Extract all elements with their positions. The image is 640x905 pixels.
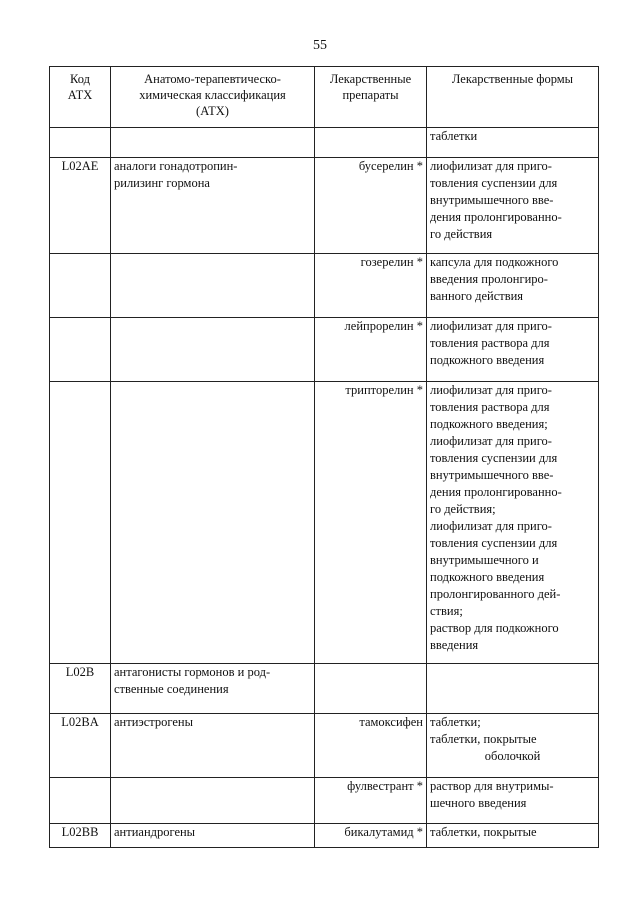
header-drugs-line: Лекарственные [329,72,412,86]
dosage-form-line: товления раствора для [430,400,550,414]
dosage-form-line: раствор для подкожного [430,621,559,635]
header-drugs [315,67,427,128]
dosage-form-line: внутримышечного вве- [430,193,554,207]
table-row [50,382,599,664]
dosage-form-line: таблетки [430,129,478,143]
atx-code-cell [50,254,111,318]
table-row [50,254,599,318]
classification-line: антагонисты гормонов и род- [114,665,271,679]
dosage-form-line: товления суспензии для [430,451,558,465]
dosage-form-line: внутримышечного и [430,553,539,567]
dosage-form-line: лиофилизат для приго- [430,434,552,448]
dosage-forms-cell [427,778,599,824]
table-body [50,128,599,848]
atx-code-cell: L02B [50,664,111,714]
table-row [50,158,599,254]
header-classification [111,67,315,128]
dosage-forms-cell [427,664,599,714]
classification-cell [111,128,315,158]
dosage-forms-cell [427,128,599,158]
classification-cell [111,158,315,254]
table-row [50,318,599,382]
dosage-form-line: внутримышечного вве- [430,468,554,482]
dosage-form-line: введения [430,638,479,652]
atx-drug-table [49,66,599,848]
dosage-form-line: капсула для подкожного [430,255,559,269]
atx-code-cell: L02BA [50,714,111,778]
dosage-form-line: таблетки; [430,715,481,729]
classification-cell [111,382,315,664]
header-classification-line: (АТХ) [196,104,229,118]
dosage-forms-cell [427,254,599,318]
table-row [50,664,599,714]
classification-cell [111,778,315,824]
classification-line: аналоги гонадотропин- [114,159,238,173]
dosage-form-line: ствия; [430,604,463,618]
classification-cell [111,254,315,318]
classification-line: антиэстрогены [114,715,194,729]
classification-line: рилизинг гормона [114,176,210,190]
table-row [50,778,599,824]
dosage-form-line: го действия; [430,502,496,516]
dosage-forms-cell [427,824,599,848]
dosage-forms-cell [427,714,599,778]
dosage-form-line: ванного действия [430,289,524,303]
header-code-line: АТХ [67,88,93,102]
header-code-line: Код [70,72,90,86]
classification-cell [111,664,315,714]
dosage-form-line: таблетки, покрытые [430,732,537,746]
classification-cell [111,824,315,848]
table-row [50,824,599,848]
dosage-form-line: подкожного введения; [430,417,548,431]
dosage-form-line: лиофилизат для приго- [430,159,552,173]
header-classification-line: Анатомо-терапевтическо- [144,72,281,86]
drug-cell: бусерелин * [315,158,427,254]
header-forms-line: Лекарственные формы [451,72,574,86]
drug-cell: лейпрорелин * [315,318,427,382]
dosage-form-line: оболочкой [484,749,541,763]
header-code [50,67,111,128]
atx-code-cell [50,128,111,158]
dosage-form-line: подкожного введения [430,353,545,367]
table-row [50,714,599,778]
dosage-form-line: дения пролонгированно- [430,210,562,224]
dosage-form-line: товления суспензии для [430,176,558,190]
drug-cell [315,128,427,158]
page-number: 55 [313,38,327,53]
dosage-form-line: таблетки, покрытые [430,825,537,839]
dosage-form-line: дения пролонгированно- [430,485,562,499]
table-header-row [50,67,599,128]
dosage-forms-cell [427,158,599,254]
drug-cell: трипторелин * [315,382,427,664]
atx-code-cell [50,382,111,664]
table-row [50,128,599,158]
atx-code-cell [50,318,111,382]
atx-code-cell: L02AE [50,158,111,254]
dosage-form-line: лиофилизат для приго- [430,319,552,333]
dosage-form-line: го действия [430,227,493,241]
header-forms [427,67,599,128]
dosage-form-line: лиофилизат для приго- [430,383,552,397]
header-classification-line: химическая классификация [139,88,286,102]
dosage-form-line: раствор для внутримы- [430,779,554,793]
classification-line: ственные соединения [114,682,229,696]
dosage-form-line: товления раствора для [430,336,550,350]
drug-cell: тамоксифен [315,714,427,778]
classification-line: антиандрогены [114,825,196,839]
dosage-form-line: пролонгированного дей- [430,587,561,601]
drug-cell: фулвестрант * [315,778,427,824]
header-drugs-line: препараты [342,88,399,102]
dosage-form-line: лиофилизат для приго- [430,519,552,533]
dosage-forms-cell [427,382,599,664]
dosage-forms-cell [427,318,599,382]
dosage-form-line: введения пролонгиро- [430,272,548,286]
atx-code-cell [50,778,111,824]
dosage-form-line: шечного введения [430,796,527,810]
atx-code-cell: L02BB [50,824,111,848]
drug-cell: бикалутамид * [315,824,427,848]
classification-cell [111,714,315,778]
dosage-form-line: подкожного введения [430,570,545,584]
drug-cell: гозерелин * [315,254,427,318]
classification-cell [111,318,315,382]
drug-cell [315,664,427,714]
dosage-form-line: товления суспензии для [430,536,558,550]
